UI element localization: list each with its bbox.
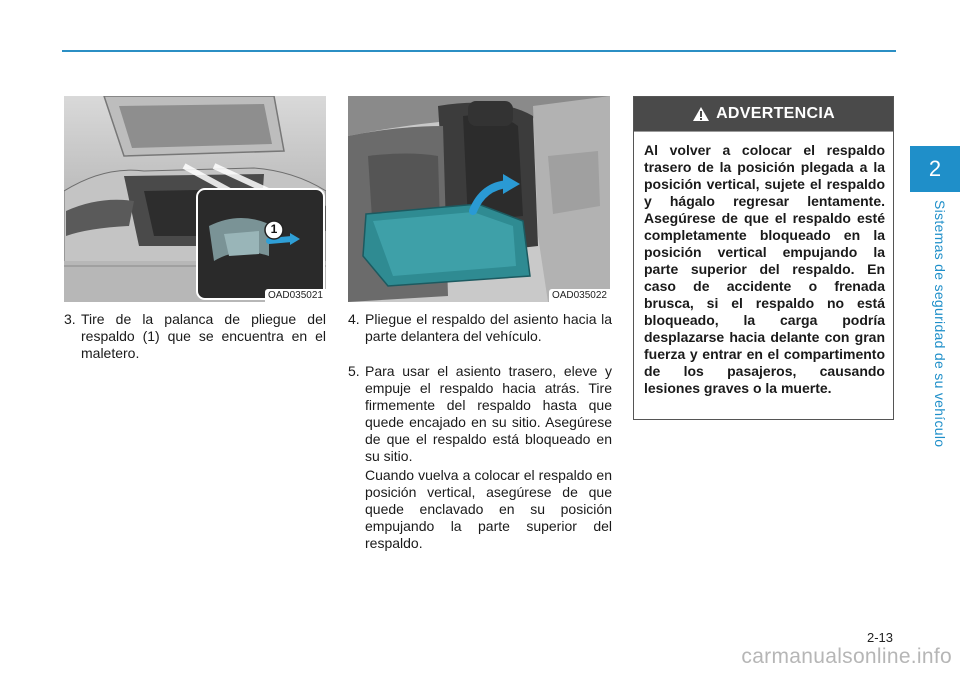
rear-seat-illustration — [348, 96, 610, 302]
step-number: 3. — [64, 311, 76, 327]
callout-label: 1 — [270, 222, 278, 236]
step-text: Para usar el asiento trasero, eleve y empuje el respaldo hacia atrás. Tire firmemente del respaldo hasta que quede encajado en su sitio. Asegúrese de que el respaldo está bloqueado en su sitio. — [365, 363, 612, 464]
step-number: 4. — [348, 311, 360, 327]
warning-header — [634, 97, 893, 132]
step-text: Pliegue el respaldo del asiento hacia la parte delantera del vehículo. — [365, 311, 612, 344]
warning-title: ADVERTENCIA — [716, 105, 835, 122]
step-text: Tire de la palanca de pliegue del respaldo (1) que se encuentra en el maletero. — [81, 311, 326, 361]
step-number: 5. — [348, 363, 360, 379]
step-5 — [348, 363, 612, 465]
trunk-illustration — [64, 96, 326, 302]
figure-code: OAD035022 — [549, 289, 610, 302]
step-5-note: Cuando vuelva a colocar el respaldo en posición vertical, asegúrese de que quede enclavado en su posición empujando la parte superior del respaldo. — [365, 467, 612, 551]
chapter-number-tab: 2 — [910, 146, 960, 192]
header-rule — [62, 50, 896, 52]
step-4 — [348, 311, 612, 345]
page-number: 2-13 — [866, 630, 893, 645]
warning-box — [633, 96, 894, 420]
figure-rear-seat — [348, 96, 610, 302]
figure-trunk-lever — [64, 96, 326, 302]
chapter-title: Sistemas de seguridad de su vehículo — [932, 200, 948, 448]
watermark: carmanualsonline.info — [741, 645, 952, 668]
step-3 — [64, 311, 326, 362]
warning-triangle-icon — [692, 106, 710, 122]
warning-text: Al volver a colocar el respaldo trasero de la posición plegada a la posición vertical, sujete el respaldo y hágalo regresar lentamente. Asegúrese de que el respaldo esté completamente bloqueado en la posición vertical empujando la parte superior del respaldo. En caso de accidente o frenada brusca, si el respaldo no está bloqueado, la carga podría desplazarse hacia delante con gran fuerza y entrar en el compartimento de los pasajeros, causando lesiones graves o la muerte. — [644, 142, 885, 396]
figure-code: OAD035021 — [265, 289, 326, 302]
